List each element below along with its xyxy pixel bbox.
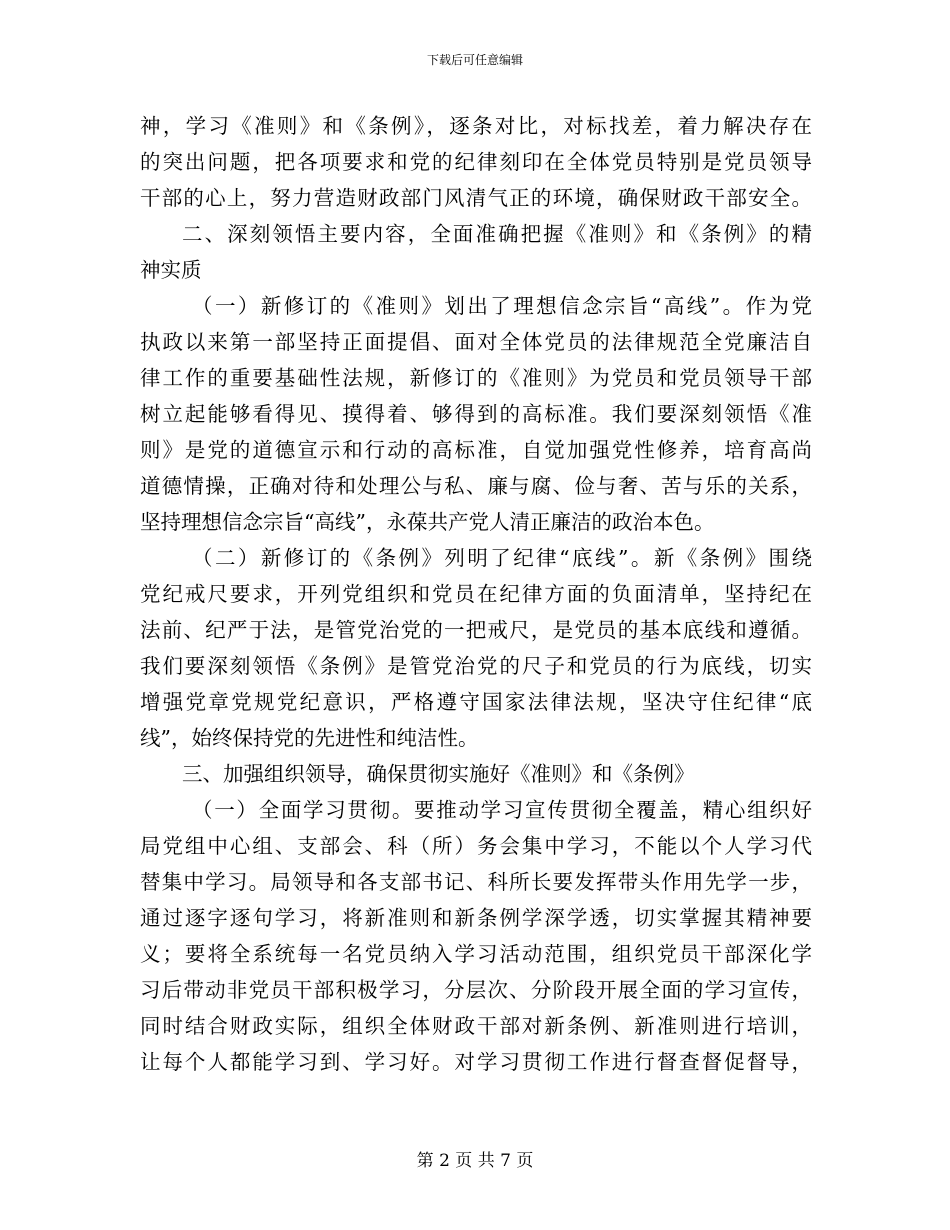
text-line: 线”，始终保持党的先进性和纯洁性。 [140,726,479,750]
text-line: 党纪戒尺要求，开列党组织和党员在纪律方面的负面清单，坚持纪在 [140,582,812,606]
text-line: 增强党章党规党纪意识，严格遵守国家法律法规，坚决守住纪律“底 [140,690,812,714]
text-line: 坚持理想信念宗旨“高线”，永葆共产党人清正廉洁的政治本色。 [140,510,715,534]
text-line: 的突出问题，把各项要求和党的纪律刻印在全体党员特别是党员领导 [140,150,812,174]
paragraph-start: （一）全面学习贯彻。要推动学习宣传贯彻全覆盖，精心组织好 [192,798,812,822]
text-line: 通过逐字逐句学习，将新准则和新条例学深学透，切实掌握其精神要 [140,906,812,930]
page-header [0,52,950,68]
text-line: 局党组中心组、支部会、科（所）务会集中学习，不能以个人学习代 [140,834,812,858]
text-line: 干部的心上，努力营造财政部门风清气正的环境，确保财政干部安全。 [140,186,812,210]
text-line: 律工作的重要基础性法规，新修订的《准则》为党员和党员领导干部 [140,366,812,390]
section-heading-cont: 神实质 [140,258,202,282]
section-heading: 三、加强组织领导，确保贯彻实施好《准则》和《条例》 [182,762,695,786]
text-line: 法前、纪严于法，是管党治党的一把戒尺，是党员的基本底线和遵循。 [140,618,812,642]
text-line: 神，学习《准则》和《条例》，逐条对比，对标找差，着力解决存在 [140,114,812,138]
section-heading: 二、深刻领悟主要内容，全面准确把握《准则》和《条例》的精 [182,222,812,246]
text-line: 让每个人都能学习到、学习好。对学习贯彻工作进行督查督促督导， [140,1050,812,1074]
text-line: 习后带动非党员干部积极学习，分层次、分阶段开展全面的学习宣传， [140,978,812,1002]
text-line: 执政以来第一部坚持正面提倡、面对全体党员的法律规范全党廉洁自 [140,330,812,354]
text-line: 则》是党的道德宣示和行动的高标准，自觉加强党性修养，培育高尚 [140,438,812,462]
text-line: 我们要深刻领悟《条例》是管党治党的尺子和党员的行为底线，切实 [140,654,812,678]
text-line: 替集中学习。局领导和各支部书记、科所长要发挥带头作用先学一步， [140,870,812,894]
page-number: 第 2 页 共 7 页 [416,1151,534,1171]
text-line: 同时结合财政实际，组织全体财政干部对新条例、新准则进行培训， [140,1014,812,1038]
paragraph-start: （二）新修订的《条例》列明了纪律“底线”。新《条例》围绕 [192,546,812,570]
text-line: 义；要将全系统每一名党员纳入学习活动范围，组织党员干部深化学 [140,942,812,966]
page-footer [0,1150,950,1172]
header-text: 下载后可任意编辑 [426,53,523,67]
paragraph-start: （一）新修订的《准则》划出了理想信念宗旨“高线”。作为党 [192,294,812,318]
document-body [140,108,812,1080]
text-line: 树立起能够看得见、摸得着、够得到的高标准。我们要深刻领悟《准 [140,402,812,426]
text-line: 道德情操，正确对待和处理公与私、廉与腐、俭与奢、苦与乐的关系， [140,474,812,498]
